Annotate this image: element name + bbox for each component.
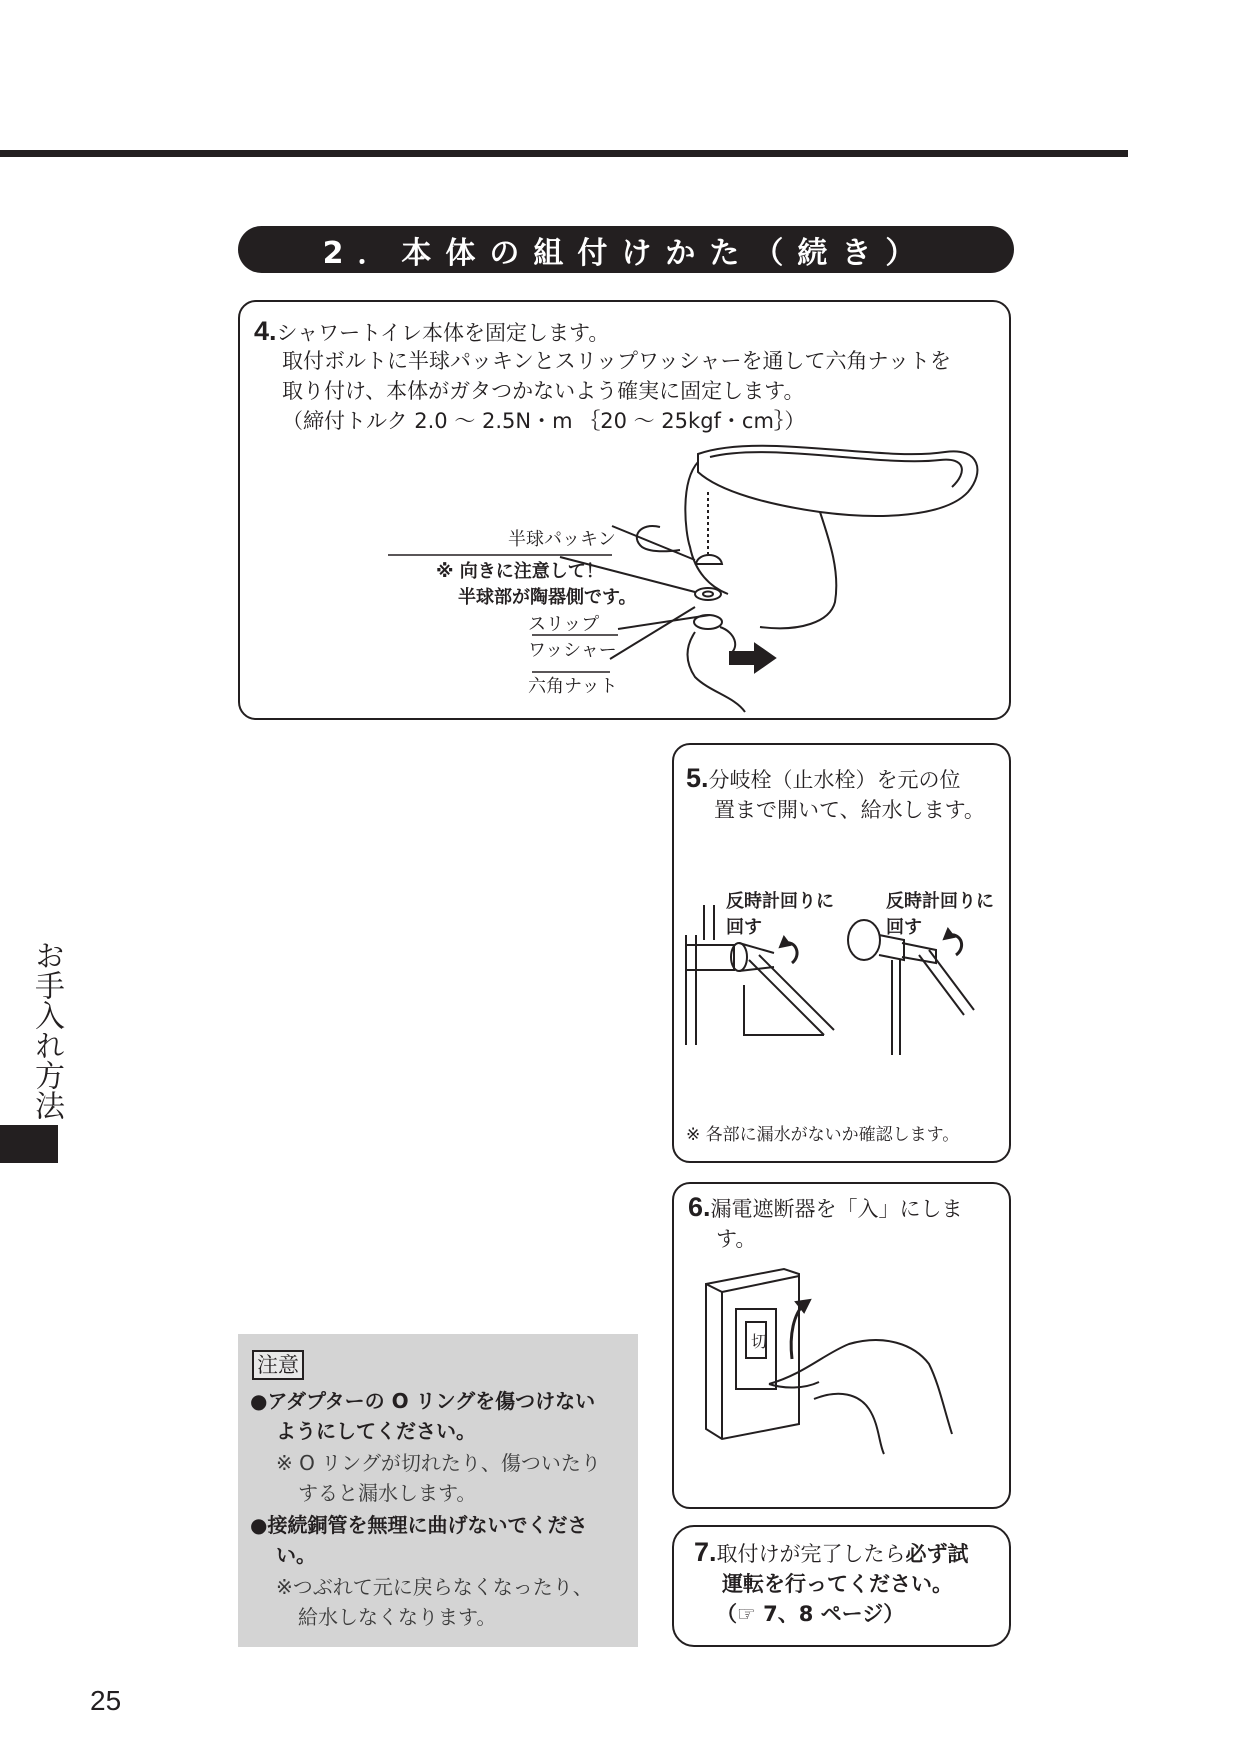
step-7-number: 7. <box>694 1537 717 1567</box>
step-6-line-1: 漏電遮断器を「入」にしま <box>710 1197 963 1221</box>
step-7-line-1a: 取付けが完了したら <box>716 1542 906 1566</box>
step-5-line-1: 分岐栓（止水栓）を元の位 <box>708 768 961 792</box>
step-5-leak-note: ※ 各部に漏水がないか確認します。 <box>686 1125 960 1145</box>
caution-box <box>238 1334 638 1647</box>
step-4-box <box>238 300 1011 720</box>
caution-note-1b: すると漏水します。 <box>298 1481 477 1505</box>
step-7-line-2: 運転を行ってください。 <box>722 1572 953 1596</box>
step-6-number: 6. <box>688 1192 711 1222</box>
step-7-page-reference: （☞ 7、8 ページ） <box>716 1602 905 1626</box>
stop-valve-illustration <box>674 745 1013 1165</box>
label-orientation-note: ※ 向きに注意して！ <box>436 561 604 582</box>
step-4-line: （締付トルク 2.0 ～ 2.5N・m ｛20 ～ 25kgf・cm｝） <box>282 409 806 433</box>
step-4-line: 取り付け、本体がガタつかないよう確実に固定します。 <box>282 379 805 403</box>
label-half-ball-packing: 半球パッキン <box>508 529 616 550</box>
caution-note-1a: ※ O リングが切れたり、傷ついたり <box>276 1451 601 1475</box>
step-4-number: 4. <box>254 316 277 346</box>
breaker-switch-illustration <box>674 1184 1013 1511</box>
label-counterclockwise-left: 反時計回りに <box>726 891 834 912</box>
step-5-box <box>672 743 1011 1163</box>
label-orientation-note-2: 半球部が陶器側です。 <box>458 587 637 608</box>
caution-item-1b: ようにしてください。 <box>276 1419 476 1443</box>
caution-item-2b: い。 <box>276 1543 316 1567</box>
step-6-line-2: す。 <box>716 1227 757 1251</box>
switch-off-label: 切 <box>751 1332 768 1351</box>
side-tab-label: お手入れ方法 <box>29 940 64 1120</box>
label-counterclockwise-right: 反時計回りに <box>886 891 994 912</box>
step-7-heading <box>694 1537 1004 1629</box>
step-5-line-2: 置まで開いて、給水します。 <box>714 798 985 822</box>
caution-item-2a: ●接続銅管を無理に曲げないでくださ <box>250 1513 588 1537</box>
page-number: 25 <box>90 1685 122 1716</box>
section-title: 2．本体の組付けかた（続き） <box>238 226 1014 273</box>
step-6-box <box>672 1182 1011 1509</box>
caution-note-2b: 給水しなくなります。 <box>298 1605 497 1629</box>
step-5-number: 5. <box>686 763 709 793</box>
label-washer: ワッシャー <box>528 640 617 661</box>
label-turn-left: 回す <box>726 917 762 938</box>
step-7-box <box>672 1525 1011 1647</box>
caution-item-1a: ●アダプターの O リングを傷つけない <box>250 1389 596 1413</box>
step-7-line-1b: 必ず試 <box>905 1542 969 1566</box>
toilet-mounting-illustration <box>240 302 1013 722</box>
step-4-title: シャワートイレ本体を固定します。 <box>276 321 610 345</box>
top-rule <box>0 150 1128 157</box>
caution-tag: 注意 <box>252 1350 304 1380</box>
label-slip: スリップ <box>528 614 600 635</box>
label-turn-right: 回す <box>886 917 922 938</box>
side-tab-marker <box>0 1125 58 1163</box>
step-4-line: 取付ボルトに半球パッキンとスリップワッシャーを通して六角ナットを <box>282 349 952 373</box>
caution-note-2a: ※つぶれて元に戻らなくなったり、 <box>276 1575 593 1599</box>
label-hex-nut: 六角ナット <box>528 676 618 697</box>
